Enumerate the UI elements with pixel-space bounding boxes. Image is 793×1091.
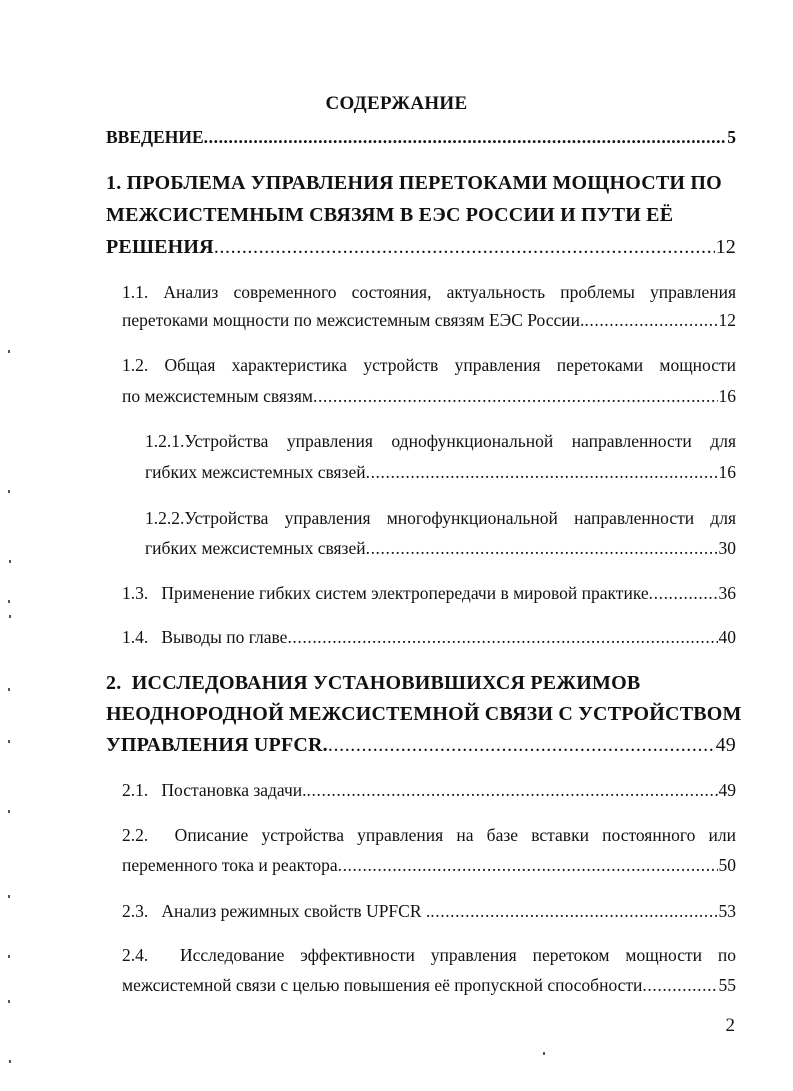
toc-entry-last-line	[106, 732, 736, 758]
toc-entry-introduction[interactable]	[106, 124, 736, 150]
scan-speck	[8, 895, 10, 898]
toc-leader-dots	[642, 972, 717, 998]
scan-speck	[543, 1052, 545, 1055]
toc-page-number: 36	[718, 583, 736, 603]
scan-speck	[8, 955, 10, 958]
toc-entry-line: 2.2. Описание устройства управления на базе вставки постоянного или	[122, 825, 736, 845]
scan-speck	[8, 350, 10, 353]
toc-leader-dots	[328, 732, 715, 758]
toc-entry-line: 1.2. Общая характеристика устройств управления перетоками мощности	[122, 355, 736, 375]
toc-entry-line: 1.1. Анализ современного состояния, актуальность проблемы управления	[122, 282, 736, 302]
toc-leader-dots	[338, 852, 718, 878]
toc-entry-2-1[interactable]	[122, 777, 736, 803]
toc-entry-line: 1.2.1.Устройства управления однофункциональной направленности для	[145, 431, 736, 451]
toc-entry-last-line	[122, 852, 736, 878]
toc-entry-label: гибких межсистемных связей	[145, 538, 366, 558]
toc-entry-line: МЕЖСИСТЕМНЫМ СВЯЗЯМ В ЕЭС РОССИИ И ПУТИ ЕЁ	[106, 204, 674, 226]
toc-entry-line: 2.4. Исследование эффективности управления перетоком мощности по	[122, 945, 736, 965]
toc-entry-label: гибких межсистемных связей	[145, 462, 366, 482]
toc-leader-dots	[366, 535, 718, 561]
scan-speck	[9, 1060, 11, 1063]
toc-entry-last-line	[145, 535, 736, 561]
toc-title: СОДЕРЖАНИЕ	[325, 93, 468, 114]
toc-page-number: 16	[718, 386, 736, 406]
toc-page-number: 53	[718, 901, 736, 921]
toc-entry-1-4[interactable]	[122, 624, 736, 650]
toc-leader-dots	[307, 777, 718, 803]
toc-entry-last-line	[145, 459, 736, 485]
toc-leader-dots	[649, 580, 718, 606]
toc-leader-dots	[366, 459, 718, 485]
toc-entry-line: 1. ПРОБЛЕМА УПРАВЛЕНИЯ ПЕРЕТОКАМИ МОЩНОСТИ ПО	[106, 172, 722, 194]
scan-speck	[8, 810, 10, 813]
toc-entry-2-3[interactable]	[122, 898, 736, 924]
toc-entry-line: 1.2.2.Устройства управления многофункциональной направленности для	[145, 508, 736, 528]
toc-entry-label: ВВЕДЕНИЕ	[106, 127, 204, 147]
toc-page-number: 40	[718, 627, 736, 647]
toc-leader-dots	[584, 307, 717, 333]
toc-entry-last-line	[106, 234, 736, 260]
toc-page-number: 12	[718, 310, 736, 330]
toc-entry-label: РЕШЕНИЯ	[106, 236, 214, 258]
scan-speck	[8, 600, 10, 603]
toc-leader-dots	[430, 898, 717, 924]
toc-entry-last-line	[122, 307, 736, 333]
toc-entry-label: 1.4. Выводы по главе	[122, 627, 288, 647]
page-number: 2	[725, 1015, 735, 1036]
toc-page-number: 55	[718, 975, 736, 995]
toc-entry-last-line	[122, 972, 736, 998]
toc-entry-last-line	[122, 383, 736, 409]
scan-speck	[9, 560, 11, 563]
scan-speck	[8, 490, 10, 493]
toc-entry-label: межсистемной связи с целью повышения её пропускной способности	[122, 975, 643, 995]
scan-speck	[8, 740, 10, 743]
toc-page-number: 49	[715, 734, 736, 756]
toc-leader-dots	[287, 624, 717, 650]
toc-entry-label: перетоками мощности по межсистемным связям ЕЭС России.	[122, 310, 585, 330]
scan-speck	[8, 688, 10, 691]
toc-entry-line: 2. ИССЛЕДОВАНИЯ УСТАНОВИВШИХСЯ РЕЖИМОВ	[106, 672, 641, 694]
toc-entry-label: переменного тока и реактора	[122, 855, 338, 875]
toc-entry-label: 1.3. Применение гибких систем электропередачи в мировой практике	[122, 583, 649, 603]
toc-page-number: 12	[715, 236, 736, 258]
toc-page-number: 30	[718, 538, 736, 558]
scan-speck	[9, 615, 11, 618]
toc-page-number: 16	[718, 462, 736, 482]
toc-leader-dots	[204, 124, 727, 150]
toc-entry-label: УПРАВЛЕНИЯ UPFCR.	[106, 734, 328, 756]
toc-entry-label: 2.3. Анализ режимных свойств UPFCR .	[122, 901, 431, 921]
toc-entry-label: 2.1. Постановка задачи.	[122, 780, 307, 800]
toc-entry-1-3[interactable]	[122, 580, 736, 606]
toc-entry-line: НЕОДНОРОДНОЙ МЕЖСИСТЕМНОЙ СВЯЗИ С УСТРОЙСТВОМ	[106, 703, 742, 725]
toc-leader-dots	[313, 383, 718, 409]
toc-page-number: 5	[727, 127, 736, 147]
toc-page-number: 50	[718, 855, 736, 875]
toc-leader-dots	[214, 234, 715, 260]
scan-speck	[8, 1000, 10, 1003]
toc-page-number: 49	[718, 780, 736, 800]
toc-entry-label: по межсистемным связям	[122, 386, 313, 406]
